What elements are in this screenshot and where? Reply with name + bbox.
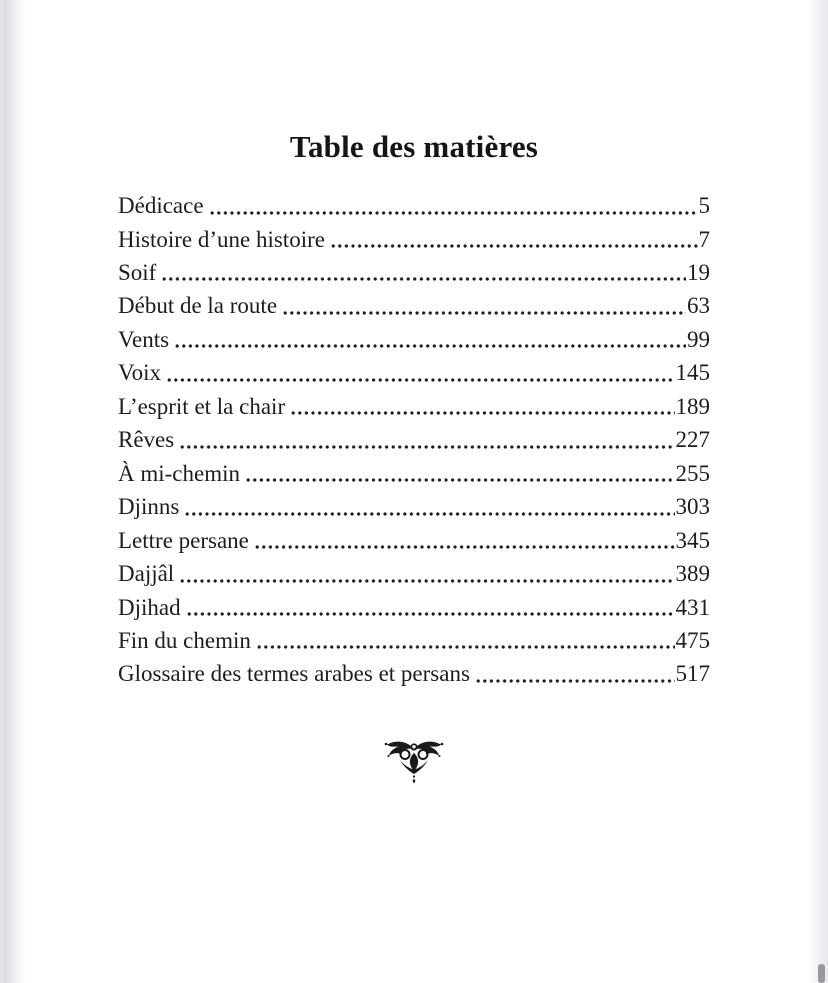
- fleuron-ornament: [383, 736, 445, 784]
- toc-entry-label: À mi-chemin: [118, 460, 240, 486]
- toc-entry-label: L’esprit et la chair: [118, 393, 286, 419]
- toc-list: [118, 189, 710, 691]
- toc-entry-page: 7: [698, 226, 710, 252]
- toc-entry-label: Vents: [118, 326, 170, 352]
- page-content: [118, 0, 710, 789]
- toc-entry-label: Djinns: [118, 494, 180, 520]
- toc-row[interactable]: [118, 323, 710, 356]
- dot-leader: [167, 377, 674, 383]
- dot-leader: [210, 210, 698, 216]
- toc-row[interactable]: [118, 390, 710, 423]
- toc-entry-label: Fin du chemin: [118, 627, 251, 653]
- toc-entry-label: Dajjâl: [118, 561, 175, 587]
- toc-row[interactable]: [118, 524, 710, 557]
- toc-entry-page: 227: [675, 427, 710, 453]
- dot-leader: [180, 578, 674, 584]
- toc-row[interactable]: [118, 289, 710, 322]
- toc-entry-label: Djihad: [118, 594, 181, 620]
- toc-entry-page: 5: [698, 193, 710, 219]
- toc-entry-page: 99: [687, 326, 710, 352]
- toc-row[interactable]: [118, 557, 710, 590]
- dot-leader: [291, 410, 674, 416]
- scrollbar-thumb[interactable]: [818, 964, 825, 983]
- dot-leader: [162, 276, 686, 282]
- toc-entry-label: Soif: [118, 260, 157, 285]
- dot-leader: [476, 678, 675, 684]
- toc-entry-page: 63: [687, 293, 710, 319]
- dot-leader: [180, 444, 674, 450]
- toc-entry-label: Début de la route: [118, 293, 278, 319]
- toc-entry-page: 475: [675, 627, 710, 653]
- toc-row[interactable]: [118, 490, 710, 523]
- toc-row[interactable]: [118, 356, 710, 389]
- toc-entry-label: Voix: [118, 360, 162, 386]
- dot-leader: [283, 310, 686, 316]
- toc-row[interactable]: [118, 657, 710, 690]
- dot-leader: [185, 511, 674, 517]
- toc-row[interactable]: [118, 591, 710, 624]
- toc-entry-page: 145: [675, 360, 710, 386]
- toc-entry-page: 345: [675, 527, 710, 553]
- dot-leader: [257, 644, 675, 650]
- toc-entry-label: Glossaire des termes arabes et persans: [118, 661, 470, 687]
- ornament-container: [118, 736, 710, 789]
- toc-row[interactable]: [118, 189, 710, 222]
- toc-entry-page: 517: [675, 661, 710, 687]
- toc-entry-page: 255: [675, 460, 710, 486]
- toc-entry-label: Lettre persane: [118, 527, 249, 553]
- toc-row[interactable]: [118, 457, 710, 490]
- dot-leader: [255, 544, 675, 550]
- toc-row[interactable]: [118, 223, 710, 256]
- toc-row[interactable]: [118, 624, 710, 657]
- dot-leader: [246, 477, 675, 483]
- toc-entry-page: 189: [675, 393, 710, 419]
- toc-entry-page: 431: [675, 594, 710, 620]
- toc-row[interactable]: [118, 256, 710, 289]
- toc-entry-label: Rêves: [118, 427, 175, 453]
- dot-leader: [331, 243, 698, 249]
- toc-entry-page: 303: [675, 494, 710, 520]
- toc-row[interactable]: [118, 423, 710, 456]
- page-edge-right-shading: [808, 0, 828, 983]
- toc-entry-page: 19: [687, 260, 710, 285]
- page-title: Table des matières: [289, 129, 539, 164]
- page-edge-left-shading: [0, 0, 26, 983]
- toc-entry-label: Dédicace: [118, 193, 204, 219]
- dot-leader: [175, 343, 686, 349]
- dot-leader: [187, 611, 675, 617]
- toc-entry-page: 389: [675, 561, 710, 587]
- toc-entry-label: Histoire d’une histoire: [118, 226, 325, 252]
